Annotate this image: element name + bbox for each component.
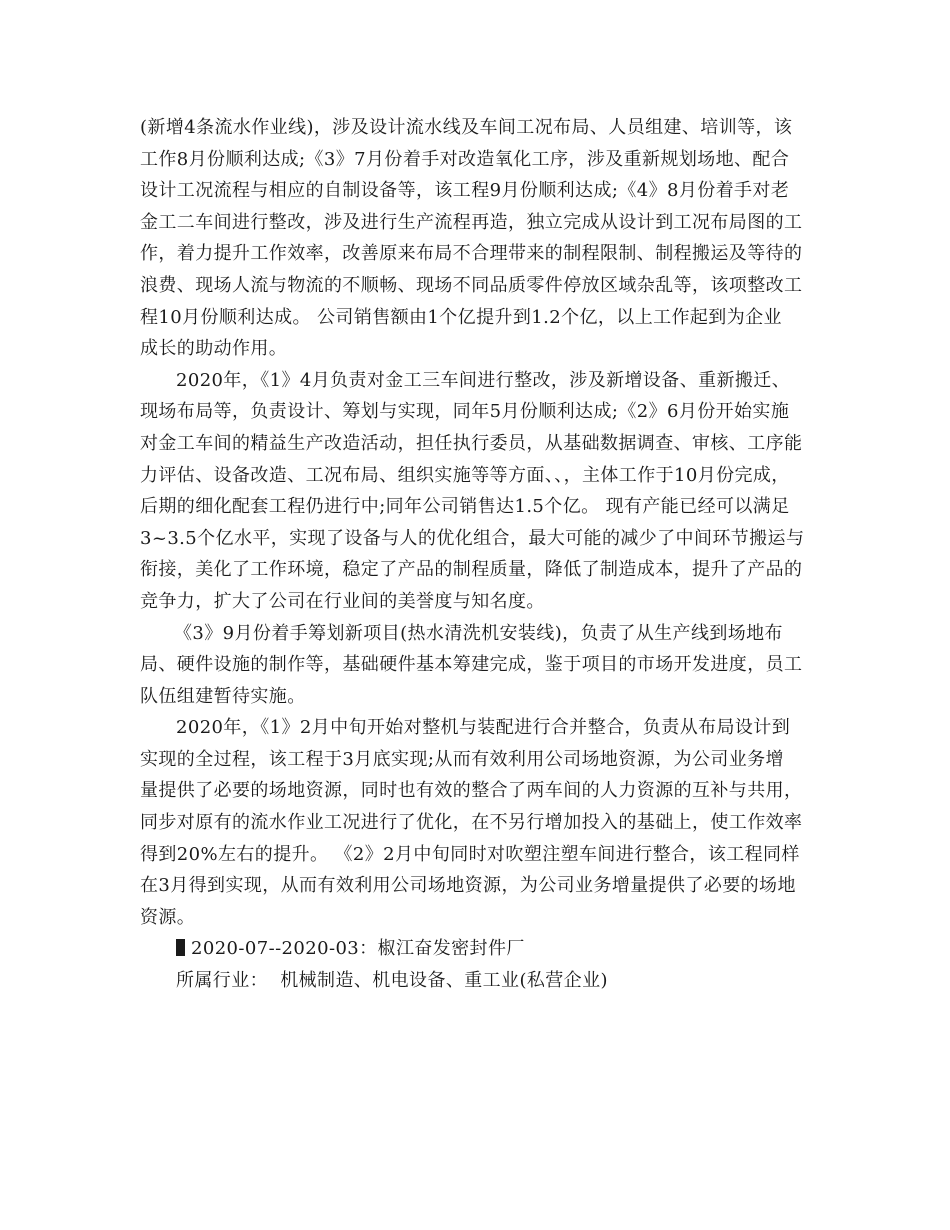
text-line: 量提供了必要的场地资源，同时也有效的整合了两车间的人力资源的互补与共用， — [140, 780, 803, 802]
text-line: 作，着力提升工作效率，改善原来布局不合理带来的制程限制、制程搬运及等待的 — [140, 243, 803, 265]
text-line: 工作8月份顺利达成;《3》7月份着手对改造氧化工序，涉及重新规划场地、配合 — [140, 148, 790, 170]
paragraph-2 — [140, 365, 820, 618]
entry-industry-line — [140, 965, 820, 997]
industry-label: 所属行业： — [176, 970, 268, 992]
text-line: 得到20%左右的提升。 《2》2月中旬同时对吹塑注塑车间进行整合，该工程同样 — [140, 843, 800, 865]
text-line: 2020年，《1》2月中旬开始对整机与装配进行合并整合，负责从布局设计到 — [176, 717, 791, 739]
text-line: 资源。 — [140, 906, 196, 928]
text-line: 局、硬件设施的制作等，基础硬件基本筹建完成，鉴于项目的市场开发进度，员工 — [140, 654, 803, 676]
text-line: 后期的细化配套工程仍进行中;同年公司销售达1.5个亿。 现有产能已经可以满足 — [140, 496, 790, 518]
text-line: 程10月份顺利达成。 公司销售额由1个亿提升到1.2个亿，以上工作起到为企业 — [140, 306, 782, 328]
entry-heading: 2020-07--2020-03：椒江奋发密封件厂 — [191, 938, 525, 960]
text-line: 在3月得到实现，从而有效利用公司场地资源，为公司业务增量提供了必要的场地 — [140, 875, 796, 897]
text-line: 现场布局等，负责设计、筹划与实现，同年5月份顺利达成;《2》6月份开始实施 — [140, 401, 790, 423]
bullet-marker-icon — [176, 939, 185, 956]
text-line: 《3》9月份着手筹划新项目(热水清洗机安装线)，负责了从生产线到场地布 — [174, 622, 783, 644]
text-line: (新增4条流水作业线)，涉及设计流水线及车间工况布局、人员组建、培训等，该 — [140, 117, 793, 138]
text-line: 力评估、设备改造、工况布局、组织实施等等方面、、，主体工作于10月份完成， — [140, 464, 790, 486]
paragraph-1 — [140, 112, 820, 365]
text-line: 浪费、现场人流与物流的不顺畅、现场不同品质零件停放区域杂乱等，该项整改工 — [140, 274, 803, 296]
industry-value: 机械制造、机电设备、重工业(私营企业) — [268, 970, 608, 992]
work-entry — [140, 933, 820, 996]
entry-heading-line — [140, 933, 820, 965]
text-line: 同步对原有的流水作业工况进行了优化，在不另行增加投入的基础上，使工作效率 — [140, 812, 803, 834]
text-line: 金工二车间进行整改，涉及进行生产流程再造，独立完成从设计到工况布局图的工 — [140, 211, 803, 233]
text-line: 设计工况流程与相应的自制设备等，该工程9月份顺利达成;《4》8月份着手对老 — [140, 180, 790, 202]
text-line: 成长的助动作用。 — [140, 338, 288, 360]
text-line: 实现的全过程，该工程于3月底实现;从而有效利用公司场地资源，为公司业务增 — [140, 748, 784, 770]
text-line: 2020年，《1》4月负责对金工三车间进行整改，涉及新增设备、重新搬迁、 — [176, 369, 791, 391]
paragraph-3 — [140, 618, 820, 713]
text-line: 衔接，美化了工作环境，稳定了产品的制程质量，降低了制造成本，提升了产品的 — [140, 559, 803, 581]
text-line: 对金工车间的精益生产改造活动，担任执行委员，从基础数据调查、审核、工序能 — [140, 432, 803, 454]
document-page — [140, 112, 820, 997]
text-line: 3~3.5个亿水平，实现了设备与人的优化组合，最大可能的减少了中间环节搬运与 — [140, 527, 805, 549]
text-line: 竞争力，扩大了公司在行业间的美誉度与知名度。 — [140, 590, 545, 612]
text-line: 队伍组建暂待实施。 — [140, 685, 306, 707]
paragraph-4 — [140, 712, 820, 933]
